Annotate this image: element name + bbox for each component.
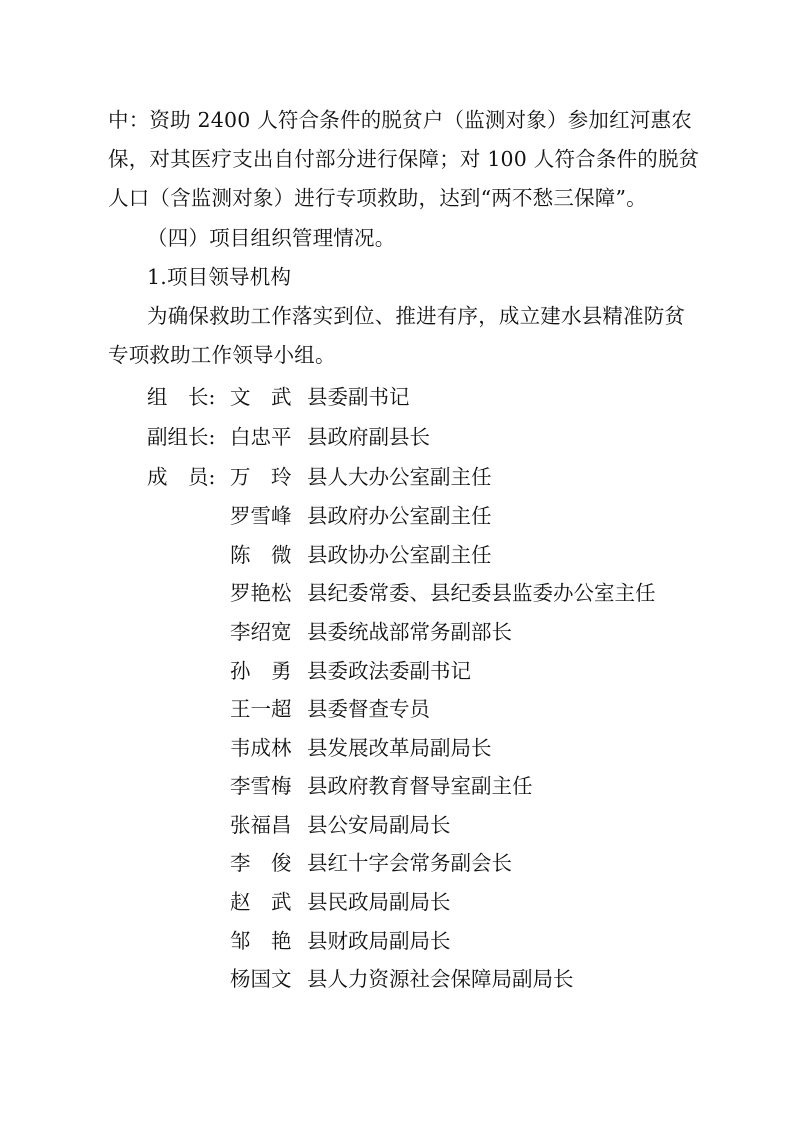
member-name: 罗雪峰 bbox=[230, 504, 292, 528]
member-name: 邹 艳 bbox=[230, 929, 292, 953]
member-title: 县财政局副局长 bbox=[307, 929, 451, 953]
subheading: 1.项目领导机构 bbox=[147, 265, 292, 289]
member-row bbox=[0, 695, 793, 723]
member-title: 县民政局副局长 bbox=[307, 890, 451, 914]
member-title: 县人力资源社会保障局副局长 bbox=[307, 967, 574, 991]
paragraph-line-1: 中：资助 2400 人符合条件的脱贫户（监测对象）参加红河惠农 bbox=[108, 108, 692, 132]
member-title: 县委政法委副书记 bbox=[307, 659, 471, 683]
member-name: 李 俊 bbox=[230, 851, 292, 875]
member-row bbox=[0, 463, 793, 491]
member-row bbox=[0, 849, 793, 877]
deputy-row bbox=[0, 423, 793, 451]
member-title: 县红十字会常务副会长 bbox=[307, 851, 512, 875]
member-name: 杨国文 bbox=[230, 967, 292, 991]
member-row bbox=[0, 657, 793, 685]
paragraph-line-3: 人口（含监测对象）进行专项救助，达到“两不愁三保障”。 bbox=[108, 186, 647, 210]
member-row bbox=[0, 618, 793, 646]
member-title: 县政协办公室副主任 bbox=[307, 543, 492, 567]
member-name: 文 武 bbox=[230, 385, 292, 409]
member-row bbox=[0, 927, 793, 955]
member-name: 罗艳松 bbox=[230, 581, 292, 605]
member-name: 孙 勇 bbox=[230, 659, 292, 683]
member-name: 王一超 bbox=[230, 697, 292, 721]
member-name: 赵 武 bbox=[230, 890, 292, 914]
member-name: 李雪梅 bbox=[230, 774, 292, 798]
member-title: 县委统战部常务副部长 bbox=[307, 620, 512, 644]
section-heading: （四）项目组织管理情况。 bbox=[147, 226, 396, 250]
leader-row bbox=[0, 383, 793, 411]
member-title: 县政府副县长 bbox=[307, 425, 430, 449]
member-name: 李绍宽 bbox=[230, 620, 292, 644]
member-row bbox=[0, 734, 793, 762]
member-row bbox=[0, 541, 793, 569]
member-title: 县纪委常委、县纪委县监委办公室主任 bbox=[307, 581, 656, 605]
member-title: 县委副书记 bbox=[307, 385, 410, 409]
member-row bbox=[0, 772, 793, 800]
member-row bbox=[0, 811, 793, 839]
member-title: 县人大办公室副主任 bbox=[307, 465, 492, 489]
role-label: 副组长: bbox=[147, 425, 216, 449]
intro-line-1: 为确保救助工作落实到位、推进有序，成立建水县精准防贫 bbox=[147, 304, 686, 328]
member-title: 县政府教育督导室副主任 bbox=[307, 774, 533, 798]
member-name: 万 玲 bbox=[230, 465, 292, 489]
paragraph-line-2: 保，对其医疗支出自付部分进行保障；对 100 人符合条件的脱贫 bbox=[108, 147, 700, 171]
member-name: 张福昌 bbox=[230, 813, 292, 837]
member-title: 县委督查专员 bbox=[307, 697, 430, 721]
member-row bbox=[0, 502, 793, 530]
member-row bbox=[0, 888, 793, 916]
member-title: 县发展改革局副局长 bbox=[307, 736, 492, 760]
member-title: 县公安局副局长 bbox=[307, 813, 451, 837]
member-name: 韦成林 bbox=[230, 736, 292, 760]
role-label: 成 员: bbox=[147, 465, 216, 489]
member-title: 县政府办公室副主任 bbox=[307, 504, 492, 528]
member-row bbox=[0, 579, 793, 607]
member-name: 陈 微 bbox=[230, 543, 292, 567]
intro-line-2: 专项救助工作领导小组。 bbox=[108, 343, 336, 367]
role-label: 组 长: bbox=[147, 385, 216, 409]
member-row bbox=[0, 965, 793, 993]
member-name: 白忠平 bbox=[230, 425, 292, 449]
